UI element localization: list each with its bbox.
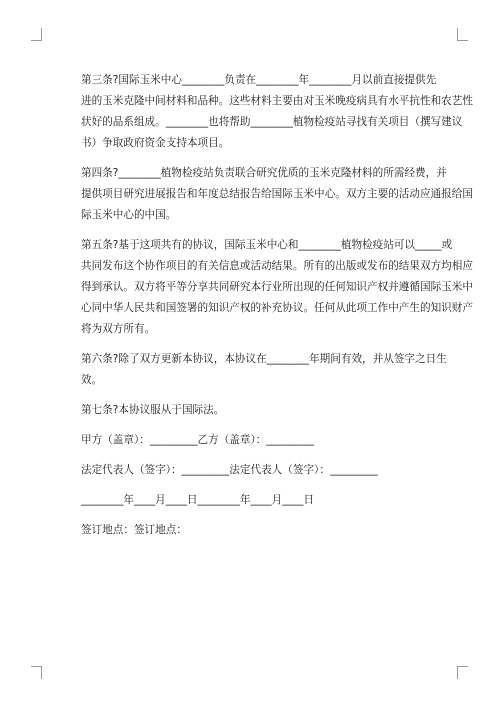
crop-mark-bottom-right (457, 666, 468, 679)
article-3 (81, 70, 473, 154)
article-5 (81, 235, 473, 340)
article-7 (81, 400, 421, 421)
crop-mark-top-right (457, 28, 468, 41)
crop-mark-bottom-left (31, 666, 42, 679)
article-4 (81, 163, 473, 226)
signature-representatives: 法定代表人（签字）：_________法定代表人（签字）：_________ (81, 464, 378, 476)
text-line: 将为双方所有。 (81, 323, 156, 335)
text-line: 状好的品系组成。________也将帮助________植物检疫站寻找有关项目（撰写建议 (81, 116, 463, 128)
text-line: 进的玉米克隆中间材料和品种。这些材料主要由对玉米晚疫病具有水平抗性和农艺性 (81, 95, 473, 107)
text-line: 心同中华人民共和国签署的知识产权的补充协议。任何从此项工作中产生的知识财产 (81, 302, 473, 314)
text-line: 效。 (81, 374, 103, 386)
text-line: 际玉米中心的中国。 (81, 209, 177, 221)
text-line: 第七条?本协议服从于国际法。 (81, 404, 225, 416)
signature-dates: ________年____月____日________年____月____日 (81, 494, 315, 506)
text-line: 第四条?________植物检疫站负责联合研究优质的玉米克隆材料的所需经费，并 (81, 167, 447, 179)
text-line: 得到承认。双方将平等分享共同研究本行业所出现的任何知识产权并遵循国际玉米中 (81, 281, 473, 293)
signature-parties: 甲方（盖章）：_________乙方（盖章）：_________ (81, 434, 315, 446)
crop-mark-top-left (31, 28, 42, 41)
text-line: 第六条?除了双方更新本协议，本协议在________年期间有效，并从签字之日生 (81, 353, 447, 365)
text-line: 第三条?国际玉米中心________负责在________年________月以前直接提供先 (81, 74, 437, 86)
text-line: 共同发布这个协作项目的有关信息或活动结果。所有的出版或发布的结果双方均相应 (81, 260, 473, 272)
text-line: 书）争取政府资金支持本项目。 (81, 137, 230, 149)
text-line: 第五条?基于这项共有的协议，国际玉米中心和________植物检疫站可以_____或 (81, 239, 453, 251)
article-6 (81, 349, 447, 391)
signing-place: 签订地点：签订地点： (81, 524, 187, 536)
text-line: 提供项目研究进展报告和年度总结报告给国际玉米中心。双方主要的活动应通报给国 (81, 188, 473, 200)
document-body (81, 70, 473, 550)
